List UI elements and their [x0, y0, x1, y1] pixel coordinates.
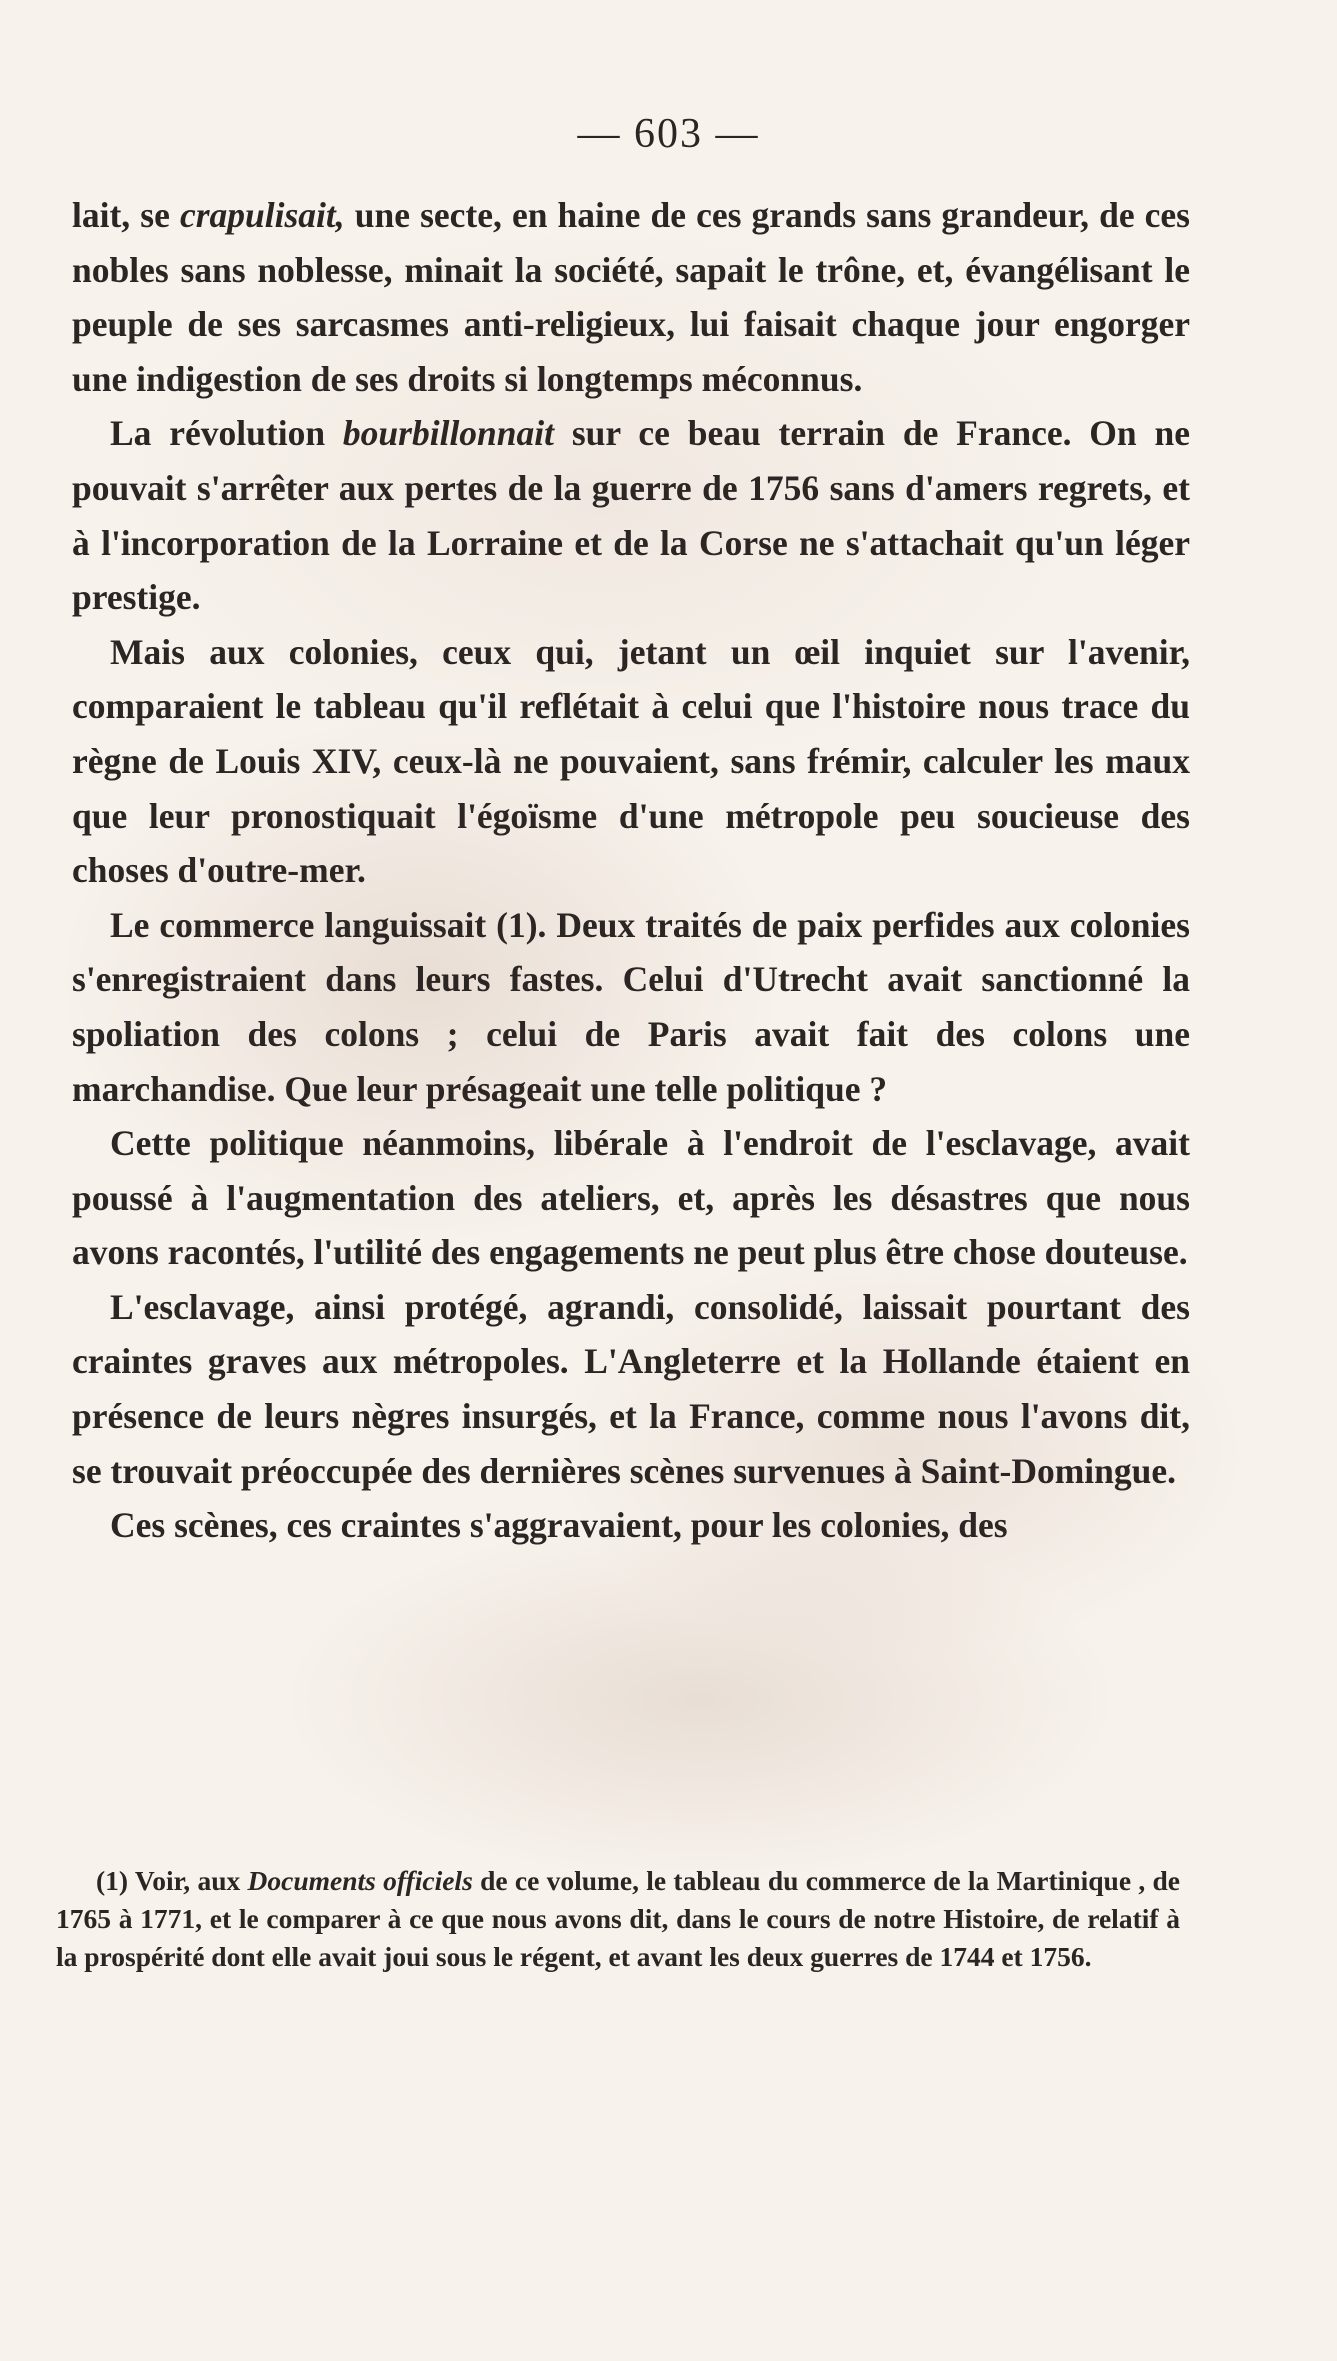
main-text	[72, 188, 1190, 1553]
paragraph-2-part-1: La révolution	[110, 413, 343, 454]
page-number: — 603 —	[577, 111, 760, 157]
paragraph-7: Ces scènes, ces craintes s'aggravaient, pour les colonies, des	[110, 1505, 1008, 1546]
footnote-part-3: de ce volume, le tableau du commerce de la Martinique , de 1765 à 1771, et le comparer à ce que nous avons dit, dans le cours de notre Histoire, de relatif à la prospérité dont elle avait joui sous le régent, et avant les deux guerres de 1744 et 1756.	[56, 1865, 1180, 1972]
footnote-part-1: (1) Voir, aux	[96, 1865, 248, 1896]
footnote-italic: Documents officiels	[247, 1865, 473, 1896]
paragraph-5: Cette politique néanmoins, libérale à l'endroit de l'esclavage, avait poussé à l'augmentation des ateliers, et, après les désastres que nous avons racontés, l'utilité des engagements ne peut plus être chose douteuse.	[72, 1123, 1190, 1273]
paragraph-4: Le commerce languissait (1). Deux traités de paix perfides aux colonies s'enregistraient dans leurs fastes. Celui d'Utrecht avait sanctionné la spoliation des colons ; celui de Paris avait fait des colons une marchandise. Que leur présageait une telle politique ?	[72, 904, 1190, 1109]
paragraph-2	[72, 406, 1190, 624]
paragraph-1-part-3: une secte, en haine de ces grands sans grandeur, de ces nobles sans noblesse, minait la société, sapait le trône, et, évangélisant le peuple de ses sarcasmes anti-religieux, lui faisait chaque jour engorger une indigestion de ses droits si longtemps méconnus.	[72, 195, 1190, 399]
paragraph-2-part-3: sur ce beau terrain de France. On ne pouvait s'arrêter aux pertes de la guerre de 1756 sans d'amers regrets, et à l'incorporation de la Lorraine et de la Corse ne s'attachait qu'un léger prestige.	[72, 413, 1191, 618]
footnote-section	[56, 1862, 1180, 1976]
paragraph-6: L'esclavage, ainsi protégé, agrandi, consolidé, laissait pourtant des craintes graves aux métropoles. L'Angleterre et la Hollande étaient en présence de leurs nègres insurgés, et la France, comme nous l'avons dit, se trouvait préoccupée des dernières scènes survenues à Saint-Domingue.	[72, 1286, 1190, 1491]
paragraph-1-italic: crapulisait,	[179, 195, 345, 235]
footnote-1	[56, 1862, 1180, 1976]
paragraph-1-part-1: lait, se	[72, 195, 180, 235]
paragraph-2-italic: bourbillonnait	[342, 413, 555, 454]
paragraph-3: Mais aux colonies, ceux qui, jetant un œil inquiet sur l'avenir, comparaient le tableau qu'il reflétait à celui que l'histoire nous trace du règne de Louis XIV, ceux-là ne pouvaient, sans frémir, calculer les maux que leur pronostiquait l'égoïsme d'une métropole peu soucieuse des choses d'outre-mer.	[72, 631, 1190, 891]
paragraph-1	[72, 188, 1190, 406]
